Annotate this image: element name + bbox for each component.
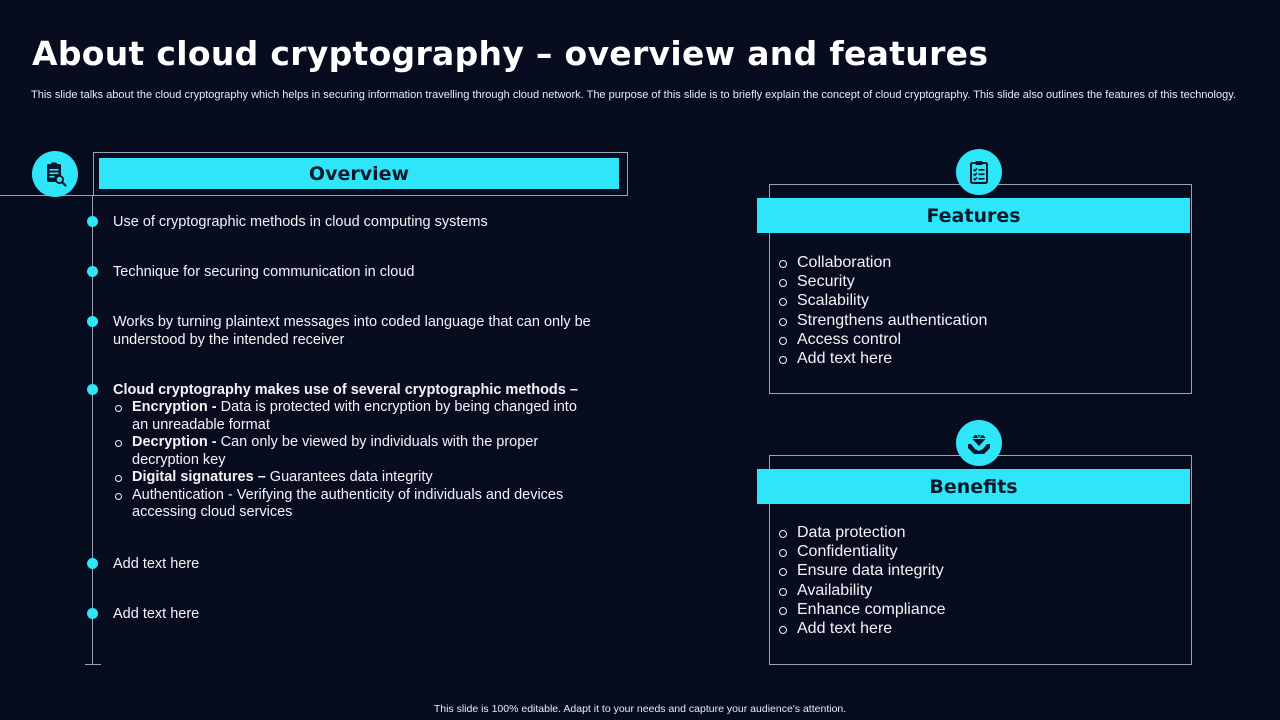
features-list [778, 253, 987, 368]
feature-item: Collaboration [778, 253, 987, 272]
slide-title: About cloud cryptography – overview and features [32, 34, 989, 73]
overview-methods [113, 381, 593, 522]
methods-list [113, 399, 593, 522]
methods-heading: Cloud cryptography makes use of several cryptographic methods – [113, 382, 578, 398]
method-text: Authentication - Verifying the authenticity of individuals and devices accessing cloud services [132, 486, 564, 520]
overview-bullet: Works by turning plaintext messages into coded language that can only be understood by the intended receiver [113, 314, 591, 348]
method-text: Guarantees data integrity [269, 469, 433, 485]
feature-item: Strengthens authentication [778, 311, 987, 330]
benefit-item: Ensure data integrity [778, 561, 946, 580]
slide-footer: This slide is 100% editable. Adapt it to your needs and capture your audience's attention. [433, 703, 847, 715]
timeline-dot [87, 216, 98, 227]
hands-diamond-icon [956, 420, 1002, 466]
overview-bullet: Add text here [113, 556, 200, 572]
benefits-list [778, 523, 946, 638]
slide-subtitle: This slide talks about the cloud cryptography which helps in securing information travelling through cloud network. The purpose of this slide is to briefly explain the concept of cloud cryptography. This slide also outlines the features of this technology. [31, 89, 1236, 101]
timeline-dot [87, 558, 98, 569]
method-text: Can only be viewed by individuals with the proper decryption key [132, 434, 539, 468]
benefit-item: Data protection [778, 523, 946, 542]
overview-bullet: Use of cryptographic methods in cloud computing systems [113, 214, 488, 230]
benefit-item: Availability [778, 581, 946, 600]
overview-header: Overview [99, 158, 619, 189]
timeline-dot [87, 266, 98, 277]
benefits-header: Benefits [757, 469, 1190, 504]
timeline-dot [87, 608, 98, 619]
method-item [113, 487, 593, 522]
method-term: Digital signatures – [132, 469, 270, 485]
benefit-item: Add text here [778, 619, 946, 638]
feature-item: Scalability [778, 291, 987, 310]
method-item [113, 399, 593, 434]
method-item [113, 469, 593, 487]
method-term: Decryption - [132, 434, 221, 450]
timeline-dot [87, 316, 98, 327]
clipboard-checklist-icon [956, 149, 1002, 195]
overview-timeline-end [85, 664, 101, 665]
timeline-dot [87, 384, 98, 395]
method-item [113, 434, 593, 469]
benefit-item: Enhance compliance [778, 600, 946, 619]
feature-item: Add text here [778, 349, 987, 368]
overview-bullet: Add text here [113, 606, 200, 622]
overview-bullet: Technique for securing communication in cloud [113, 264, 415, 280]
method-term: Encryption - [132, 399, 221, 415]
features-header: Features [757, 198, 1190, 233]
document-search-icon [32, 151, 78, 197]
method-text: Data is protected with encryption by being changed into an unreadable format [132, 399, 577, 433]
feature-item: Security [778, 272, 987, 291]
feature-item: Access control [778, 330, 987, 349]
benefit-item: Confidentiality [778, 542, 946, 561]
